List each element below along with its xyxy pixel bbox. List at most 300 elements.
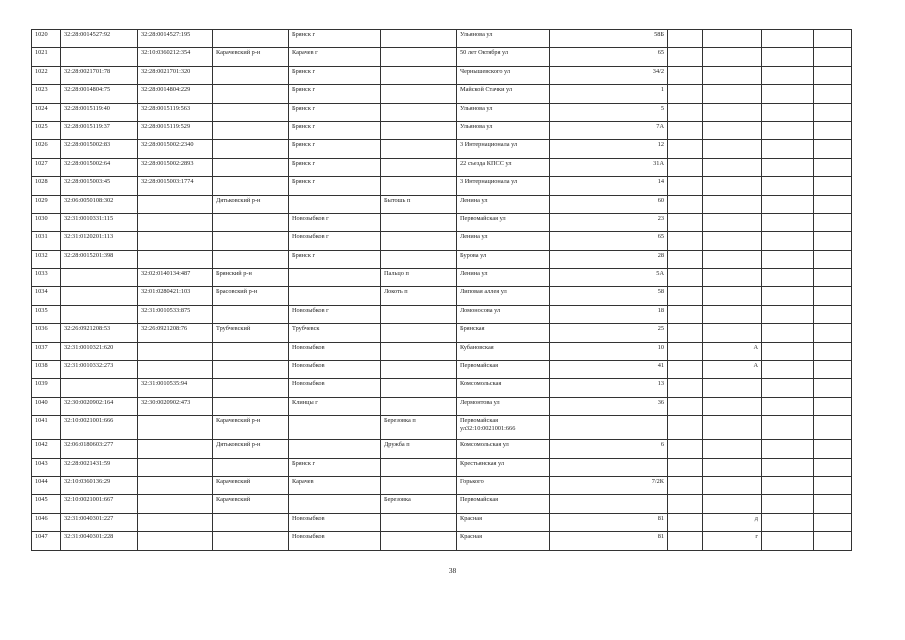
empty-cell [762,287,814,305]
empty-cell [814,440,852,458]
city-cell: Новозыбков г [289,305,381,323]
cadastral-number-building: 32:31:0010533:875 [138,305,213,323]
empty-cell [814,177,852,195]
district-cell: Трубчевский [213,324,289,342]
letter-cell [703,416,762,440]
district-cell [213,361,289,379]
street-cell: Комсомольская [457,379,550,397]
settlement-cell [381,458,457,476]
row-number: 1031 [32,232,61,250]
district-cell [213,397,289,415]
letter-cell: д [703,513,762,531]
cadastral-number-land [61,305,138,323]
table-body [32,30,852,551]
empty-cell [814,379,852,397]
empty-cell [762,85,814,103]
empty-cell [762,305,814,323]
street-cell: Комсомольская ул [457,440,550,458]
letter-cell [703,269,762,287]
city-cell: Новозыбков [289,342,381,360]
letter-cell [703,440,762,458]
table-row [32,476,852,494]
cadastral-number-land: 32:28:0014804:75 [61,85,138,103]
letter-cell [703,287,762,305]
table-row [32,287,852,305]
row-number: 1037 [32,342,61,360]
city-cell [289,495,381,513]
settlement-cell [381,305,457,323]
empty-cell [762,140,814,158]
street-cell: Красная [457,532,550,550]
city-cell: Брянск г [289,85,381,103]
district-cell [213,177,289,195]
cadastral-number-land: 32:31:0010321:620 [61,342,138,360]
settlement-cell [381,213,457,231]
empty-cell [814,513,852,531]
cadastral-number-building [138,476,213,494]
empty-cell [814,195,852,213]
cadastral-number-land: 32:28:0021431:59 [61,458,138,476]
cadastral-number-building [138,440,213,458]
empty-cell [668,158,703,176]
cadastral-number-building: 32:28:0021701:320 [138,66,213,84]
letter-cell: А [703,342,762,360]
row-number: 1022 [32,66,61,84]
empty-cell [762,440,814,458]
district-cell: Дятьковский р-н [213,195,289,213]
empty-cell [762,250,814,268]
street-cell: Первомайская ул [457,213,550,231]
street-cell: Ленина ул [457,195,550,213]
row-number: 1042 [32,440,61,458]
cadastral-number-land: 32:06:0050108:302 [61,195,138,213]
house-number-cell: 18 [550,305,668,323]
cadastral-number-building: 32:01:0280421:103 [138,287,213,305]
empty-cell [668,85,703,103]
cadastral-number-land: 32:28:0015119:37 [61,121,138,139]
empty-cell [668,103,703,121]
table-row [32,324,852,342]
row-number: 1039 [32,379,61,397]
street-cell: Лермонтова ул [457,397,550,415]
row-number: 1034 [32,287,61,305]
cadastral-number-building: 32:28:0015003:1774 [138,177,213,195]
row-number: 1041 [32,416,61,440]
district-cell [213,532,289,550]
city-cell [289,440,381,458]
row-number: 1044 [32,476,61,494]
city-cell: Карачев г [289,48,381,66]
letter-cell [703,121,762,139]
cadastral-number-building: 32:28:0015119:529 [138,121,213,139]
settlement-cell: Локоть п [381,287,457,305]
district-cell [213,30,289,48]
house-number-cell: 41 [550,361,668,379]
house-number-cell: 23 [550,213,668,231]
cadastral-number-land: 32:10:0360136:29 [61,476,138,494]
table-row [32,305,852,323]
empty-cell [762,177,814,195]
empty-cell [668,324,703,342]
street-cell: 22 съезда КПСС ул [457,158,550,176]
city-cell: Брянск г [289,66,381,84]
district-cell [213,140,289,158]
table-row [32,140,852,158]
row-number: 1045 [32,495,61,513]
street-cell: Красная [457,513,550,531]
empty-cell [814,158,852,176]
house-number-cell: 7А [550,121,668,139]
row-number: 1025 [32,121,61,139]
street-cell: Майской Стачки ул [457,85,550,103]
empty-cell [668,416,703,440]
row-number: 1043 [32,458,61,476]
empty-cell [762,495,814,513]
empty-cell [668,140,703,158]
letter-cell: А [703,361,762,379]
table-row [32,532,852,550]
table-row [32,177,852,195]
house-number-cell: 25 [550,324,668,342]
row-number: 1023 [32,85,61,103]
house-number-cell: 5А [550,269,668,287]
letter-cell [703,30,762,48]
cadastral-number-land: 32:31:0010331:115 [61,213,138,231]
empty-cell [814,305,852,323]
letter-cell [703,476,762,494]
district-cell: Карачевский [213,495,289,513]
house-number-cell: 58Б [550,30,668,48]
empty-cell [668,532,703,550]
empty-cell [668,379,703,397]
city-cell: Брянск г [289,30,381,48]
district-cell [213,66,289,84]
empty-cell [668,397,703,415]
empty-cell [814,103,852,121]
street-cell: Бурова ул [457,250,550,268]
row-number: 1046 [32,513,61,531]
empty-cell [814,532,852,550]
street-cell: Брянская [457,324,550,342]
row-number: 1032 [32,250,61,268]
city-cell: Новозыбков [289,361,381,379]
cadastral-number-land [61,269,138,287]
letter-cell [703,140,762,158]
cadastral-number-land: 32:30:0020902:164 [61,397,138,415]
district-cell [213,213,289,231]
city-cell: Новозыбков [289,513,381,531]
empty-cell [762,195,814,213]
empty-cell [762,379,814,397]
district-cell [213,232,289,250]
cadastral-number-land: 32:28:0014527:92 [61,30,138,48]
row-number: 1038 [32,361,61,379]
city-cell: Брянск г [289,140,381,158]
letter-cell: г [703,532,762,550]
cadastral-number-building [138,532,213,550]
letter-cell [703,495,762,513]
empty-cell [814,30,852,48]
street-cell: 3 Интернационала ул [457,177,550,195]
cadastral-number-building [138,361,213,379]
street-cell: Первомайская ул32:10:0021001:666 [457,416,550,440]
house-number-cell [550,416,668,440]
street-cell: Крестьянская ул [457,458,550,476]
house-number-cell: 14 [550,177,668,195]
cadastral-number-building: 32:28:0015002:2340 [138,140,213,158]
cadastral-number-building [138,495,213,513]
empty-cell [668,66,703,84]
settlement-cell: Березовка п [381,416,457,440]
city-cell: Клинцы г [289,397,381,415]
empty-cell [762,48,814,66]
empty-cell [814,397,852,415]
cadastral-number-building [138,416,213,440]
city-cell: Новозыбков г [289,232,381,250]
letter-cell [703,66,762,84]
street-cell: Ленина ул [457,269,550,287]
cadastral-number-building: 32:31:0010535:94 [138,379,213,397]
settlement-cell: Пальцо п [381,269,457,287]
table-row [32,121,852,139]
letter-cell [703,48,762,66]
street-cell: Ломоносова ул [457,305,550,323]
cadastral-number-building [138,513,213,531]
cadastral-number-building [138,232,213,250]
settlement-cell [381,48,457,66]
empty-cell [814,287,852,305]
cadastral-number-land: 32:28:0015002:83 [61,140,138,158]
district-cell: Дятьковский р-н [213,440,289,458]
house-number-cell: 1 [550,85,668,103]
house-number-cell [550,495,668,513]
empty-cell [762,361,814,379]
settlement-cell [381,85,457,103]
empty-cell [762,458,814,476]
house-number-cell: 60 [550,195,668,213]
cadastral-number-land: 32:28:0015119:40 [61,103,138,121]
settlement-cell: Бытошь п [381,195,457,213]
district-cell: Карачевский р-н [213,48,289,66]
street-cell: Первомайская [457,495,550,513]
empty-cell [668,495,703,513]
settlement-cell [381,103,457,121]
empty-cell [814,213,852,231]
settlement-cell [381,324,457,342]
cadastral-number-land: 32:26:0921208:53 [61,324,138,342]
city-cell: Брянск г [289,458,381,476]
empty-cell [668,250,703,268]
empty-cell [668,476,703,494]
street-cell: Ульянова ул [457,121,550,139]
district-cell [213,458,289,476]
house-number-cell: 12 [550,140,668,158]
empty-cell [668,195,703,213]
empty-cell [668,232,703,250]
empty-cell [814,85,852,103]
letter-cell [703,195,762,213]
table-row [32,232,852,250]
cadastral-number-building [138,250,213,268]
city-cell: Брянск г [289,103,381,121]
cadastral-number-land: 32:10:0021001:667 [61,495,138,513]
empty-cell [814,140,852,158]
empty-cell [762,30,814,48]
empty-cell [762,532,814,550]
table-row [32,103,852,121]
letter-cell [703,250,762,268]
city-cell: Карачев [289,476,381,494]
register-table [31,29,852,551]
district-cell [213,342,289,360]
table-row [32,379,852,397]
row-number: 1036 [32,324,61,342]
empty-cell [762,158,814,176]
settlement-cell [381,177,457,195]
city-cell: Новозыбков [289,379,381,397]
row-number: 1040 [32,397,61,415]
empty-cell [762,269,814,287]
cadastral-number-land: 32:28:0015003:45 [61,177,138,195]
empty-cell [668,287,703,305]
house-number-cell: 6 [550,440,668,458]
empty-cell [814,416,852,440]
empty-cell [814,66,852,84]
letter-cell [703,458,762,476]
district-cell [213,250,289,268]
city-cell: Брянск г [289,177,381,195]
table-row [32,458,852,476]
empty-cell [762,103,814,121]
row-number: 1028 [32,177,61,195]
street-cell: Ульянова ул [457,30,550,48]
cadastral-number-building: 32:28:0014804:229 [138,85,213,103]
row-number: 1029 [32,195,61,213]
settlement-cell [381,532,457,550]
house-number-cell: 65 [550,48,668,66]
cadastral-number-building: 32:28:0015119:563 [138,103,213,121]
house-number-cell: 58 [550,287,668,305]
district-cell: Брасовский р-н [213,287,289,305]
letter-cell [703,213,762,231]
street-cell: Ленина ул [457,232,550,250]
empty-cell [762,416,814,440]
house-number-cell: 81 [550,532,668,550]
empty-cell [814,495,852,513]
city-cell: Брянск г [289,158,381,176]
table-row [32,48,852,66]
district-cell [213,379,289,397]
table-row [32,440,852,458]
empty-cell [668,121,703,139]
empty-cell [668,342,703,360]
letter-cell [703,324,762,342]
city-cell: Новозыбков г [289,213,381,231]
cadastral-number-building: 32:28:0015002:2893 [138,158,213,176]
table-row [32,158,852,176]
empty-cell [762,324,814,342]
district-cell [213,158,289,176]
table-row [32,213,852,231]
cadastral-number-land: 32:10:0021001:666 [61,416,138,440]
cadastral-number-building: 32:02:0140134:487 [138,269,213,287]
settlement-cell [381,121,457,139]
table-row [32,495,852,513]
cadastral-number-land: 32:31:0120201:113 [61,232,138,250]
street-cell: Горького [457,476,550,494]
empty-cell [762,66,814,84]
row-number: 1024 [32,103,61,121]
settlement-cell [381,66,457,84]
row-number: 1047 [32,532,61,550]
empty-cell [762,342,814,360]
empty-cell [668,48,703,66]
street-cell: 3 Интернационала ул [457,140,550,158]
street-cell: 50 лет Октября ул [457,48,550,66]
row-number: 1026 [32,140,61,158]
table-row [32,66,852,84]
district-cell [213,513,289,531]
city-cell [289,287,381,305]
empty-cell [668,458,703,476]
city-cell [289,416,381,440]
table-row [32,361,852,379]
district-cell [213,85,289,103]
letter-cell [703,177,762,195]
cadastral-number-building [138,213,213,231]
city-cell: Новозыбков [289,532,381,550]
house-number-cell: 13 [550,379,668,397]
cadastral-number-building: 32:10:0360212:354 [138,48,213,66]
cadastral-number-building [138,195,213,213]
empty-cell [814,361,852,379]
city-cell: Трубчевск [289,324,381,342]
city-cell: Брянск г [289,121,381,139]
district-cell: Брянский р-н [213,269,289,287]
cadastral-number-building: 32:28:0014527:195 [138,30,213,48]
table-row [32,250,852,268]
empty-cell [668,177,703,195]
row-number: 1021 [32,48,61,66]
empty-cell [814,48,852,66]
row-number: 1033 [32,269,61,287]
settlement-cell [381,30,457,48]
settlement-cell [381,158,457,176]
street-cell: Кубановская [457,342,550,360]
settlement-cell: Дружба п [381,440,457,458]
table-row [32,195,852,213]
table-row [32,416,852,440]
empty-cell [668,513,703,531]
street-cell: Липовая аллея ул [457,287,550,305]
district-cell: Карачевский р-н [213,416,289,440]
empty-cell [668,440,703,458]
district-cell: Карачевский [213,476,289,494]
cadastral-number-land: 32:06:0180603:277 [61,440,138,458]
settlement-cell [381,361,457,379]
letter-cell [703,379,762,397]
table-row [32,269,852,287]
row-number: 1020 [32,30,61,48]
cadastral-number-land: 32:31:0010332:273 [61,361,138,379]
empty-cell [762,476,814,494]
cadastral-number-land: 32:28:0021701:78 [61,66,138,84]
empty-cell [814,232,852,250]
city-cell: Брянск г [289,250,381,268]
house-number-cell: 5 [550,103,668,121]
settlement-cell [381,250,457,268]
house-number-cell: 34/2 [550,66,668,84]
